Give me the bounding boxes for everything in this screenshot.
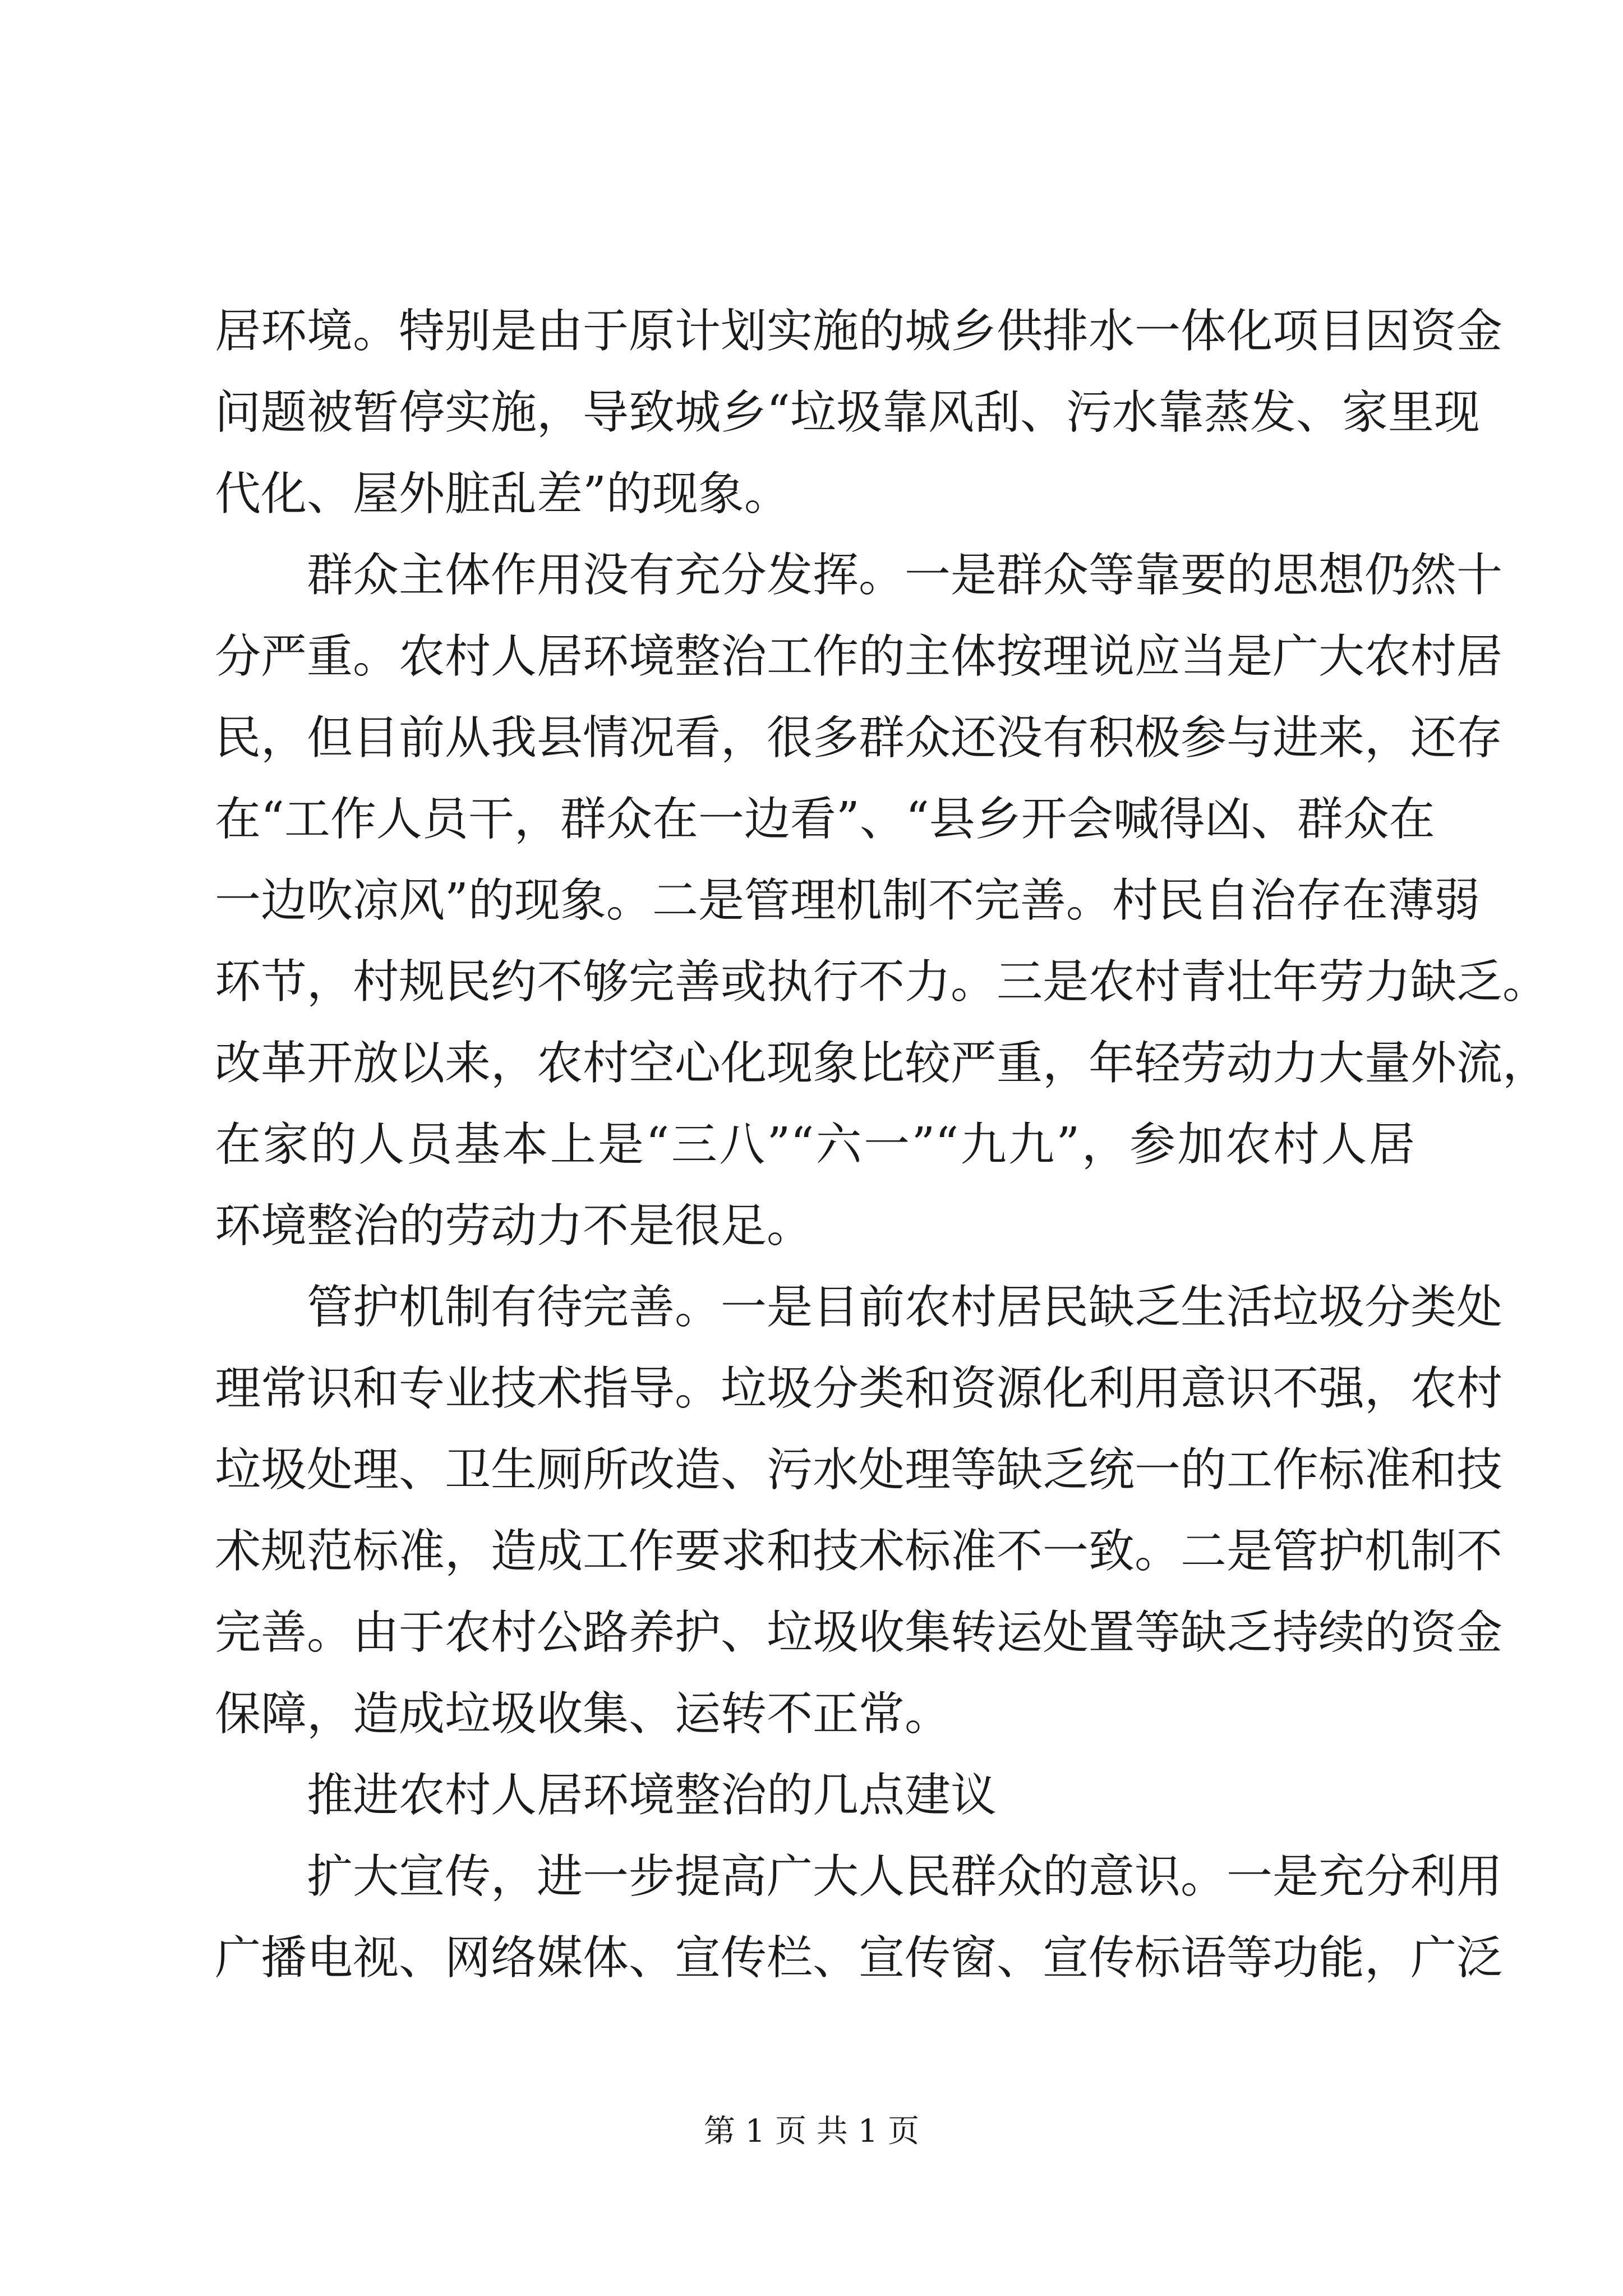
text-line: 在“工作人员干，群众在一边看”、“县乡开会喊得凶、群众在: [215, 793, 1435, 846]
paragraph: [215, 1267, 1503, 1755]
document-body: [215, 291, 1549, 1999]
paragraph: [215, 1836, 1503, 1999]
text-line: 完善。由于农村公路养护、垃圾收集转运处置等缺乏持续的资金: [215, 1606, 1503, 1659]
text-line: 环境整治的劳动力不是很足。: [215, 1199, 813, 1253]
text-line: 广播电视、网络媒体、宣传栏、宣传窗、宣传标语等功能，广泛: [215, 1931, 1503, 1985]
text-line: 在家的人员基本上是“三八”“六一”“九九”，参加农村人居: [215, 1118, 1415, 1171]
text-line: 理常识和专业技术指导。垃圾分类和资源化利用意识不强，农村: [215, 1362, 1503, 1415]
paragraph: [215, 291, 1503, 535]
text-line: 民，但目前从我县情况看，很多群众还没有积极参与进来，还存: [215, 711, 1503, 765]
text-line: 扩大宣传，进一步提高广大人民群众的意识。一是充分利用: [307, 1850, 1503, 1903]
text-line: 管护机制有待完善。一是目前农村居民缺乏生活垃圾分类处: [307, 1281, 1503, 1334]
page-footer: 第 1 页 共 1 页: [703, 2113, 920, 2150]
paragraph: [215, 1755, 1415, 1836]
text-line: 分严重。农村人居环境整治工作的主体按理说应当是广大农村居: [215, 630, 1503, 683]
text-line: 改革开放以来，农村空心化现象比较严重，年轻劳动力大量外流，: [215, 1037, 1549, 1090]
text-line: 术规范标准，造成工作要求和技术标准不一致。二是管护机制不: [215, 1525, 1503, 1578]
text-line: 保障，造成垃圾收集、运转不正常。: [215, 1687, 951, 1741]
text-line: 垃圾处理、卫生厕所改造、污水处理等缺乏统一的工作标准和技: [215, 1443, 1503, 1497]
text-line: 群众主体作用没有充分发挥。一是群众等靠要的思想仍然十: [307, 549, 1503, 602]
text-line: 环节，村规民约不够完善或执行不力。三是农村青壮年劳力缺乏。: [215, 955, 1549, 1009]
text-line: 代化、屋外脏乱差”的现象。: [215, 467, 790, 521]
text-line: 一边吹凉风”的现象。二是管理机制不完善。村民自治存在薄弱: [215, 874, 1480, 927]
paragraph: [215, 535, 1549, 1267]
text-line: 居环境。特别是由于原计划实施的城乡供排水一体化项目因资金: [215, 305, 1503, 358]
text-line: 推进农村人居环境整治的几点建议: [307, 1769, 997, 1822]
text-line: 问题被暂停实施，导致城乡“垃圾靠风刮、污水靠蒸发、家里现: [215, 386, 1480, 439]
